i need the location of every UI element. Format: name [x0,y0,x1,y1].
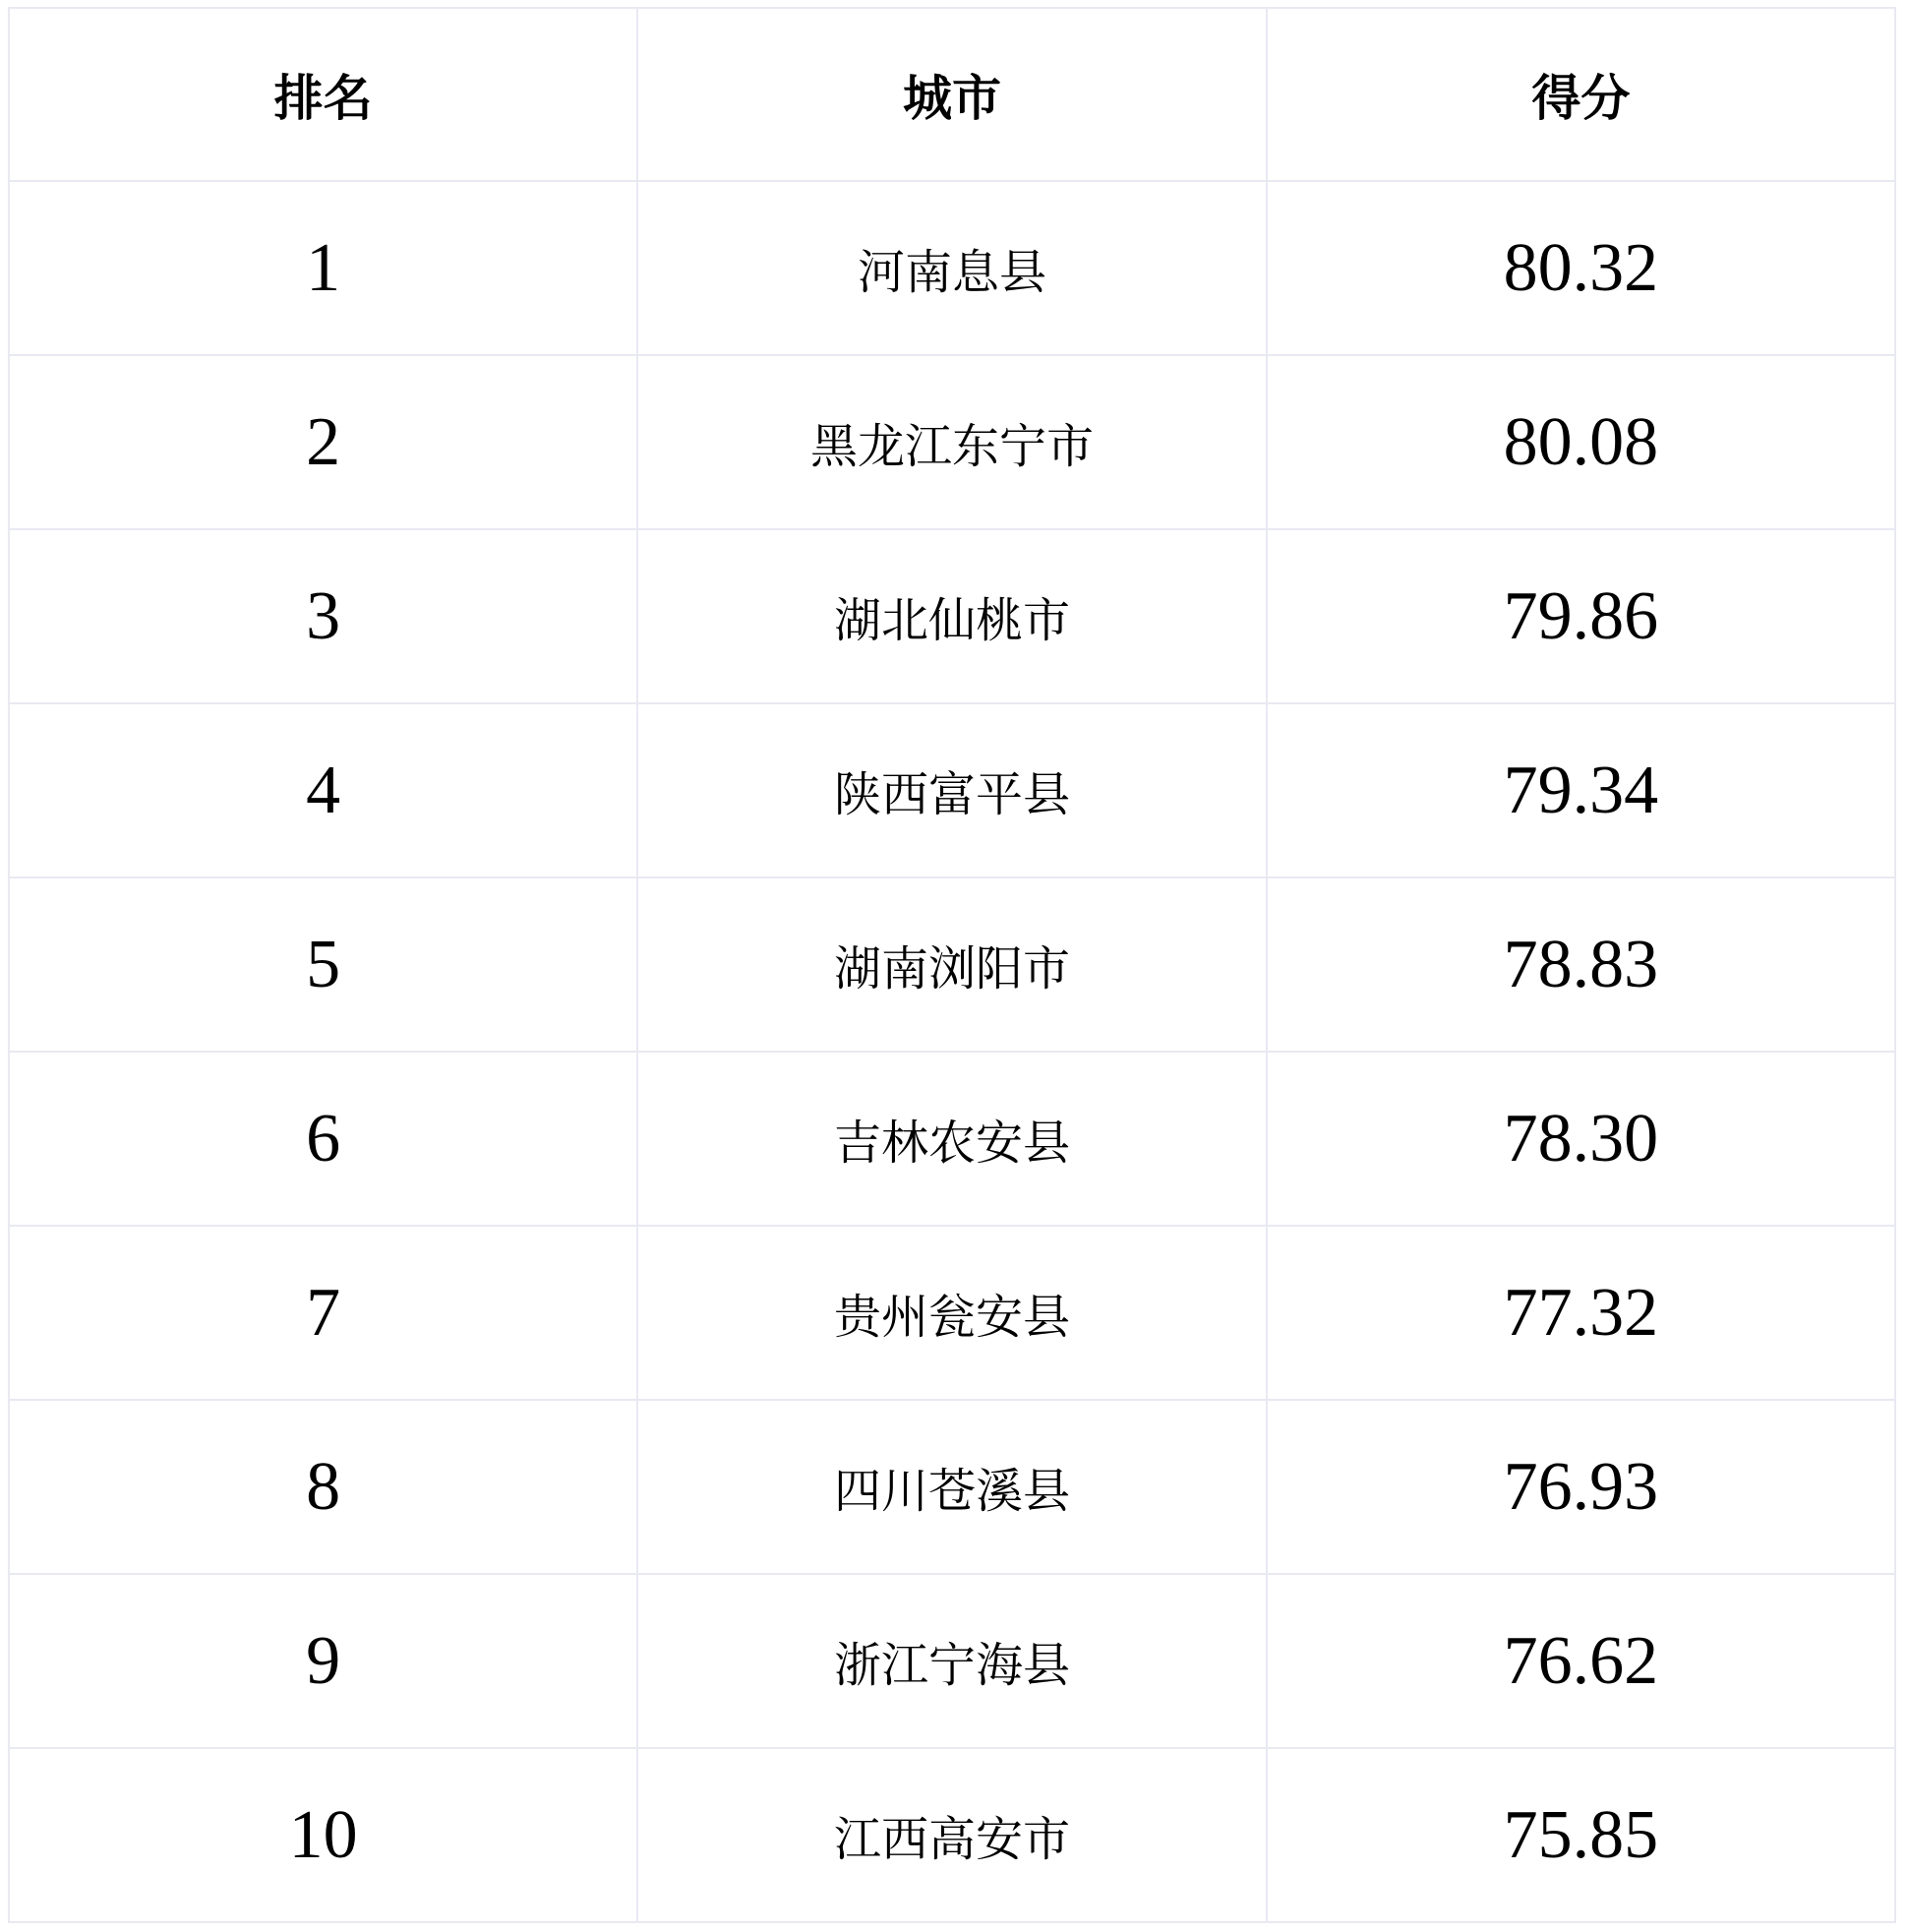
rank-cell: 1 [9,181,637,355]
score-cell: 78.83 [1267,877,1895,1052]
column-header-city: 城市 [637,8,1266,181]
score-cell: 76.62 [1267,1574,1895,1748]
city-cell: 陕西富平县 [637,703,1266,877]
rank-cell: 3 [9,529,637,703]
rank-cell: 5 [9,877,637,1052]
table-row [9,529,1895,703]
table-body [9,181,1895,1922]
column-header-score: 得分 [1267,8,1895,181]
city-cell: 贵州瓮安县 [637,1226,1266,1400]
city-cell: 吉林农安县 [637,1052,1266,1226]
score-cell: 80.08 [1267,355,1895,529]
rank-cell: 8 [9,1400,637,1574]
table-row [9,1574,1895,1748]
score-cell: 77.32 [1267,1226,1895,1400]
score-cell: 79.86 [1267,529,1895,703]
table-row [9,1748,1895,1922]
rank-cell: 9 [9,1574,637,1748]
table-header [9,8,1895,181]
score-cell: 80.32 [1267,181,1895,355]
table-row [9,355,1895,529]
city-cell: 湖北仙桃市 [637,529,1266,703]
rank-cell: 6 [9,1052,637,1226]
rank-cell: 2 [9,355,637,529]
city-cell: 浙江宁海县 [637,1574,1266,1748]
table-row [9,1226,1895,1400]
score-cell: 78.30 [1267,1052,1895,1226]
city-cell: 四川苍溪县 [637,1400,1266,1574]
table-row [9,181,1895,355]
rank-cell: 10 [9,1748,637,1922]
rank-cell: 4 [9,703,637,877]
city-cell: 黑龙江东宁市 [637,355,1266,529]
score-cell: 76.93 [1267,1400,1895,1574]
city-cell: 江西高安市 [637,1748,1266,1922]
table-row [9,1052,1895,1226]
column-header-rank: 排名 [9,8,637,181]
score-cell: 79.34 [1267,703,1895,877]
city-cell: 河南息县 [637,181,1266,355]
city-cell: 湖南浏阳市 [637,877,1266,1052]
header-row [9,8,1895,181]
table-row [9,703,1895,877]
table-row [9,1400,1895,1574]
rank-cell: 7 [9,1226,637,1400]
ranking-table [8,7,1896,1923]
score-cell: 75.85 [1267,1748,1895,1922]
table-row [9,877,1895,1052]
